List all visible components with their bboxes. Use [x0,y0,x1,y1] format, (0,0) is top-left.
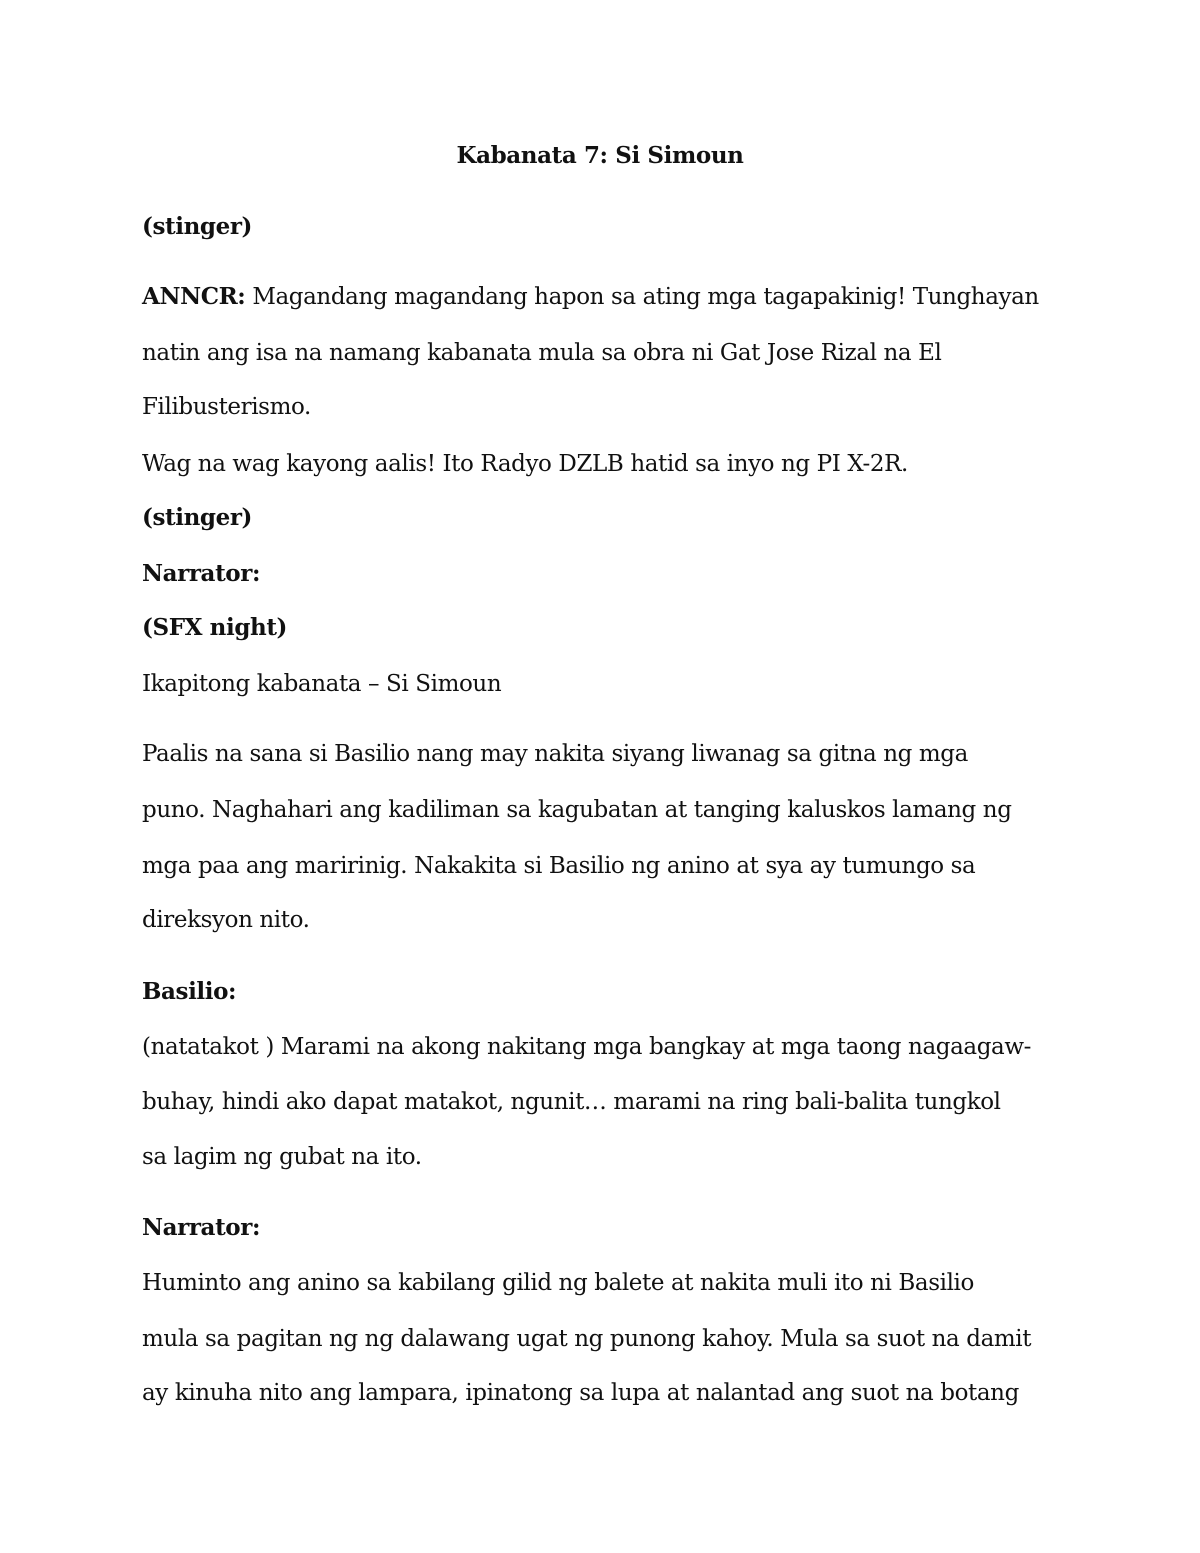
narrator-speaker: Narrator: [142,1214,261,1241]
paragraph-line: (natatakot ) Marami na akong nakitang mga bangkay at mga taong nagaagaw- [142,1034,1031,1060]
paragraph-line: buhay, hindi ako dapat matakot, ngunit… marami na ring bali-balita tungkol [142,1089,1001,1115]
anncr-text: Magandang magandang hapon sa ating mga tagapakinig! Tunghayan [252,284,1039,310]
paragraph-line: puno. Naghahari ang kadiliman sa kagubatan at tanging kaluskos lamang ng [142,797,1012,823]
anncr-line [142,282,1039,312]
anncr-speaker: ANNCR: [142,283,246,310]
paragraph-line: ay kinuha nito ang lampara, ipinatong sa lupa at nalantad ang suot na botang [142,1380,1019,1406]
anncr-text: Filibusterismo. [142,394,311,420]
chapter-line: Ikapitong kabanata – Si Simoun [142,671,502,697]
paragraph-line: Huminto ang anino sa kabilang gilid ng balete at nakita muli ito ni Basilio [142,1270,974,1296]
paragraph-line: mga paa ang maririnig. Nakakita si Basilio ng anino at sya ay tumungo sa [142,853,976,879]
paragraph-line: Paalis na sana si Basilio nang may nakita siyang liwanag sa gitna ng mga [142,741,968,767]
sfx-cue: (SFX night) [142,614,288,641]
paragraph-line: sa lagim ng gubat na ito. [142,1144,422,1170]
paragraph-line: direksyon nito. [142,907,310,933]
stinger-cue: (stinger) [142,213,253,240]
basilio-speaker: Basilio: [142,978,237,1005]
anncr-text: Wag na wag kayong aalis! Ito Radyo DZLB hatid sa inyo ng PI X-2R. [142,451,908,477]
stinger-cue: (stinger) [142,504,253,531]
narrator-speaker: Narrator: [142,560,261,587]
anncr-text: natin ang isa na namang kabanata mula sa obra ni Gat Jose Rizal na El [142,340,942,366]
page-title: Kabanata 7: Si Simoun [456,142,744,169]
paragraph-line: mula sa pagitan ng ng dalawang ugat ng punong kahoy. Mula sa suot na damit [142,1326,1032,1352]
